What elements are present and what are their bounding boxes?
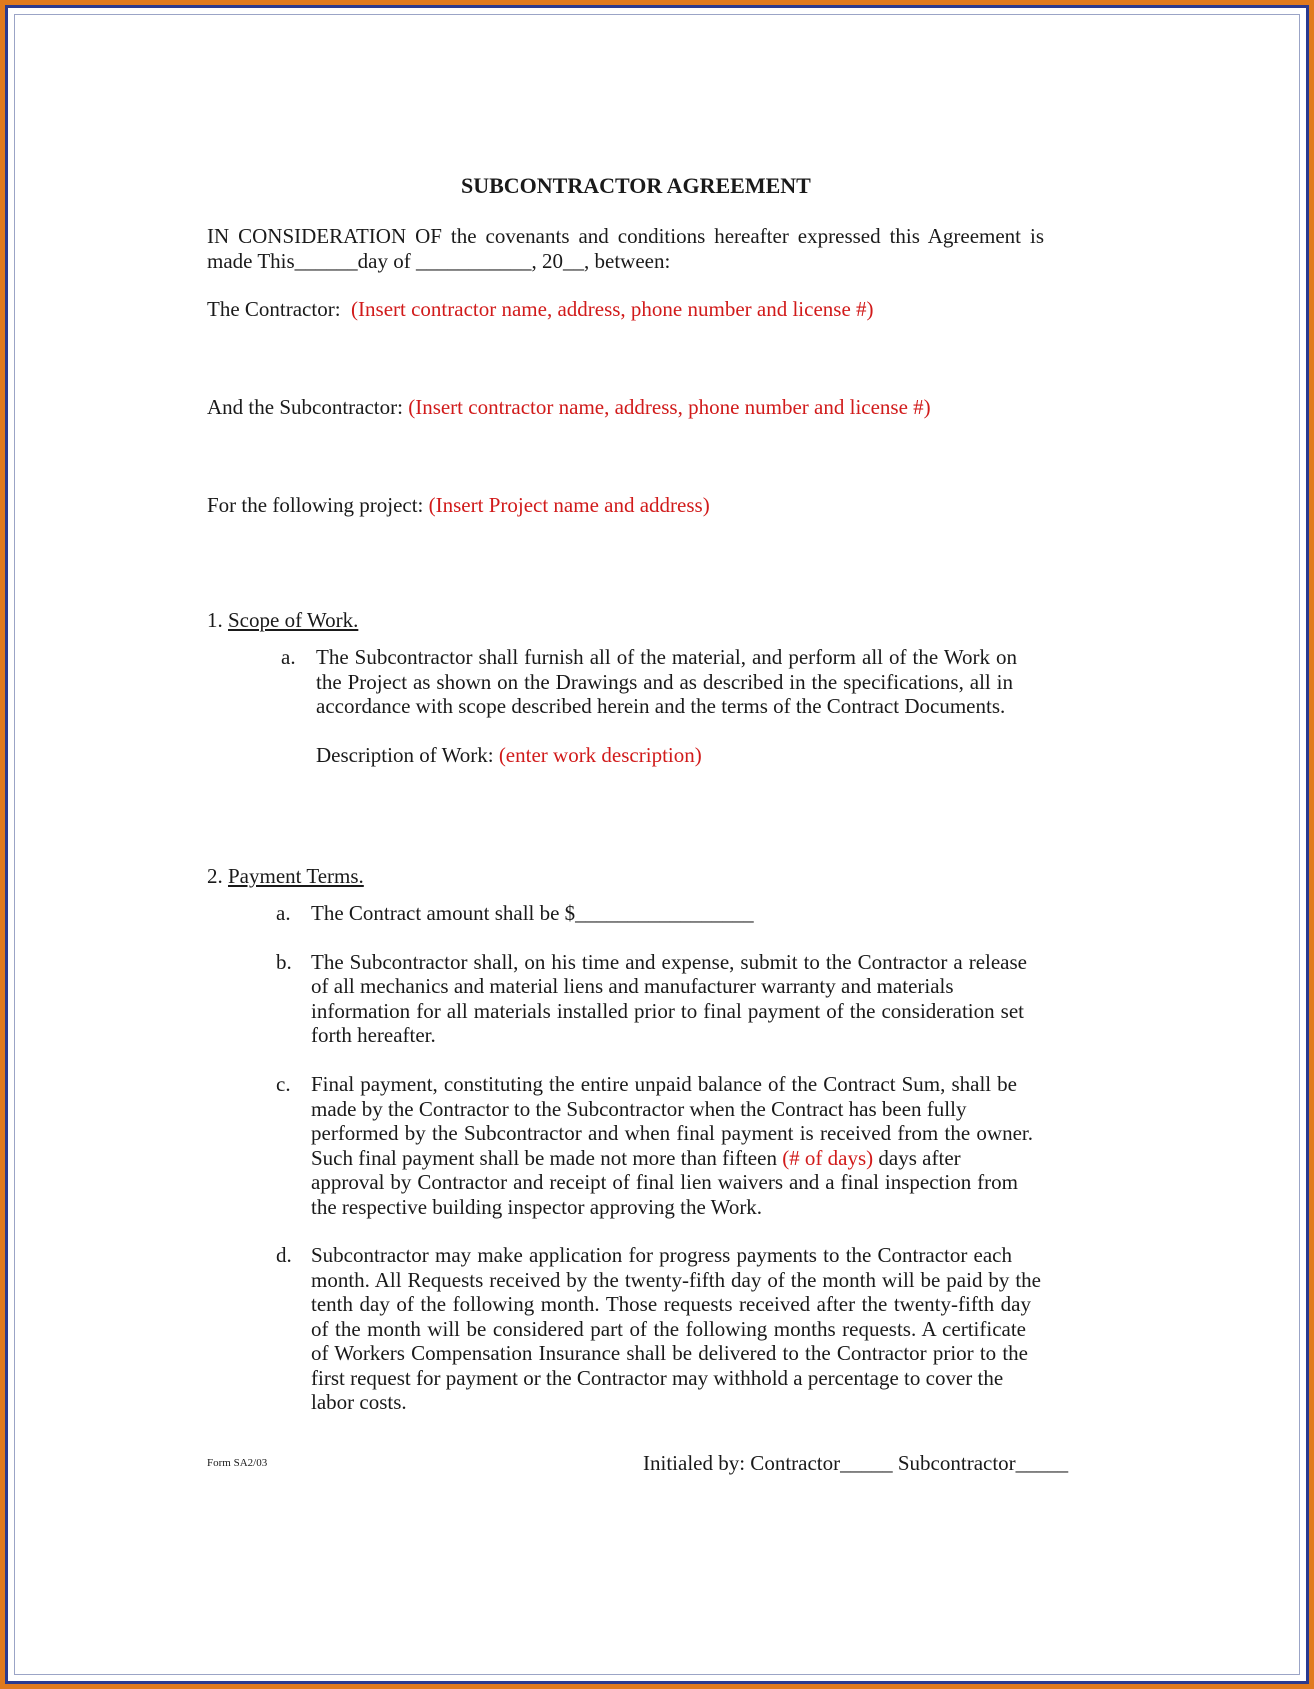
section-2d-line-4: of the month will be considered part of the following months requests. A certificate — [311, 1317, 1026, 1341]
contractor-line — [207, 296, 874, 322]
section-2b-marker: b. — [276, 950, 292, 974]
document-border — [5, 5, 1309, 1684]
section-2c-line-5: approval by Contractor and receipt of final lien waivers and a final inspection from — [311, 1170, 1018, 1194]
form-id: Form SA2/03 — [207, 1457, 268, 1469]
section-2d-line-6: first request for payment or the Contractor may withhold a percentage to cover the — [311, 1366, 1004, 1390]
intro-line-2: made This______day of ___________, 20__, between: — [207, 249, 671, 273]
section-2c-line-4-end: days after — [878, 1146, 961, 1170]
section-2d-marker: d. — [276, 1243, 292, 1267]
section-2a-text: The Contract amount shall be $_________________ — [311, 901, 754, 925]
section-2c-marker: c. — [276, 1072, 291, 1096]
document-page — [14, 14, 1300, 1675]
project-line — [207, 492, 710, 518]
subcontractor-line — [207, 394, 931, 420]
section-2c-line-1: Final payment, constituting the entire unpaid balance of the Contract Sum, shall be — [311, 1072, 1017, 1096]
initials-line: Initialed by: Contractor_____ Subcontractor_____ — [643, 1451, 1069, 1475]
section-2-heading — [207, 863, 364, 889]
subcontractor-label: And the Subcontractor: — [207, 395, 403, 419]
section-2-title: Payment Terms. — [228, 864, 364, 888]
contractor-label: The Contractor: — [207, 297, 341, 321]
section-2d-line-7: labor costs. — [311, 1390, 407, 1414]
project-label: For the following project: — [207, 493, 424, 517]
page-title: SUBCONTRACTOR AGREEMENT — [461, 173, 811, 198]
section-2c-line-4-start: Such final payment shall be made not more than fifteen — [311, 1146, 777, 1170]
section-1-number: 1. — [207, 608, 223, 632]
section-1a-line-3: accordance with scope described herein and the terms of the Contract Documents. — [316, 694, 1006, 718]
section-1-heading — [207, 607, 358, 633]
subcontractor-placeholder: (Insert contractor name, address, phone number and license #) — [408, 395, 931, 419]
days-placeholder: (# of days) — [782, 1146, 874, 1170]
section-2d-line-2: month. All Requests received by the twenty-fifth day of the month will be paid by the — [311, 1268, 1041, 1292]
section-2c-line-6: the respective building inspector approving the Work. — [311, 1195, 763, 1219]
section-2d-line-3: tenth day of the following month. Those requests received after the twenty-fifth day — [311, 1292, 1031, 1316]
section-2d-line-1: Subcontractor may make application for progress payments to the Contractor each — [311, 1243, 1012, 1267]
section-2c-line-3: performed by the Subcontractor and when final payment is received from the owner. — [311, 1121, 1033, 1145]
section-1a-line-1: The Subcontractor shall furnish all of the material, and perform all of the Work on — [316, 645, 1017, 669]
section-2-number: 2. — [207, 864, 223, 888]
section-1a-line-2: the Project as shown on the Drawings and as described in the specifications, all in — [316, 670, 1013, 694]
section-1a-marker: a. — [281, 645, 296, 669]
work-description-line — [316, 742, 702, 768]
section-2d-line-5: of Workers Compensation Insurance shall be delivered to the Contractor prior to the — [311, 1341, 1028, 1365]
section-1-title: Scope of Work. — [228, 608, 359, 632]
section-2b-line-3: information for all materials installed prior to final payment of the consideration set — [311, 999, 1024, 1023]
intro-line-1: IN CONSIDERATION OF the covenants and conditions hereafter expressed this Agreement is — [207, 224, 1044, 248]
contractor-placeholder: (Insert contractor name, address, phone number and license #) — [351, 297, 874, 321]
section-2c-line-2: made by the Contractor to the Subcontractor when the Contract has been fully — [311, 1097, 967, 1121]
section-2b-line-1: The Subcontractor shall, on his time and expense, submit to the Contractor a release — [311, 950, 1027, 974]
section-2a-marker: a. — [276, 901, 291, 925]
section-2b-line-2: of all mechanics and material liens and manufacturer warranty and materials — [311, 974, 954, 998]
section-2b-line-4: forth hereafter. — [311, 1023, 436, 1047]
project-placeholder: (Insert Project name and address) — [428, 493, 710, 517]
section-2c-line-4 — [311, 1145, 961, 1171]
work-description-label: Description of Work: — [316, 743, 494, 767]
work-description-placeholder: (enter work description) — [498, 743, 702, 767]
